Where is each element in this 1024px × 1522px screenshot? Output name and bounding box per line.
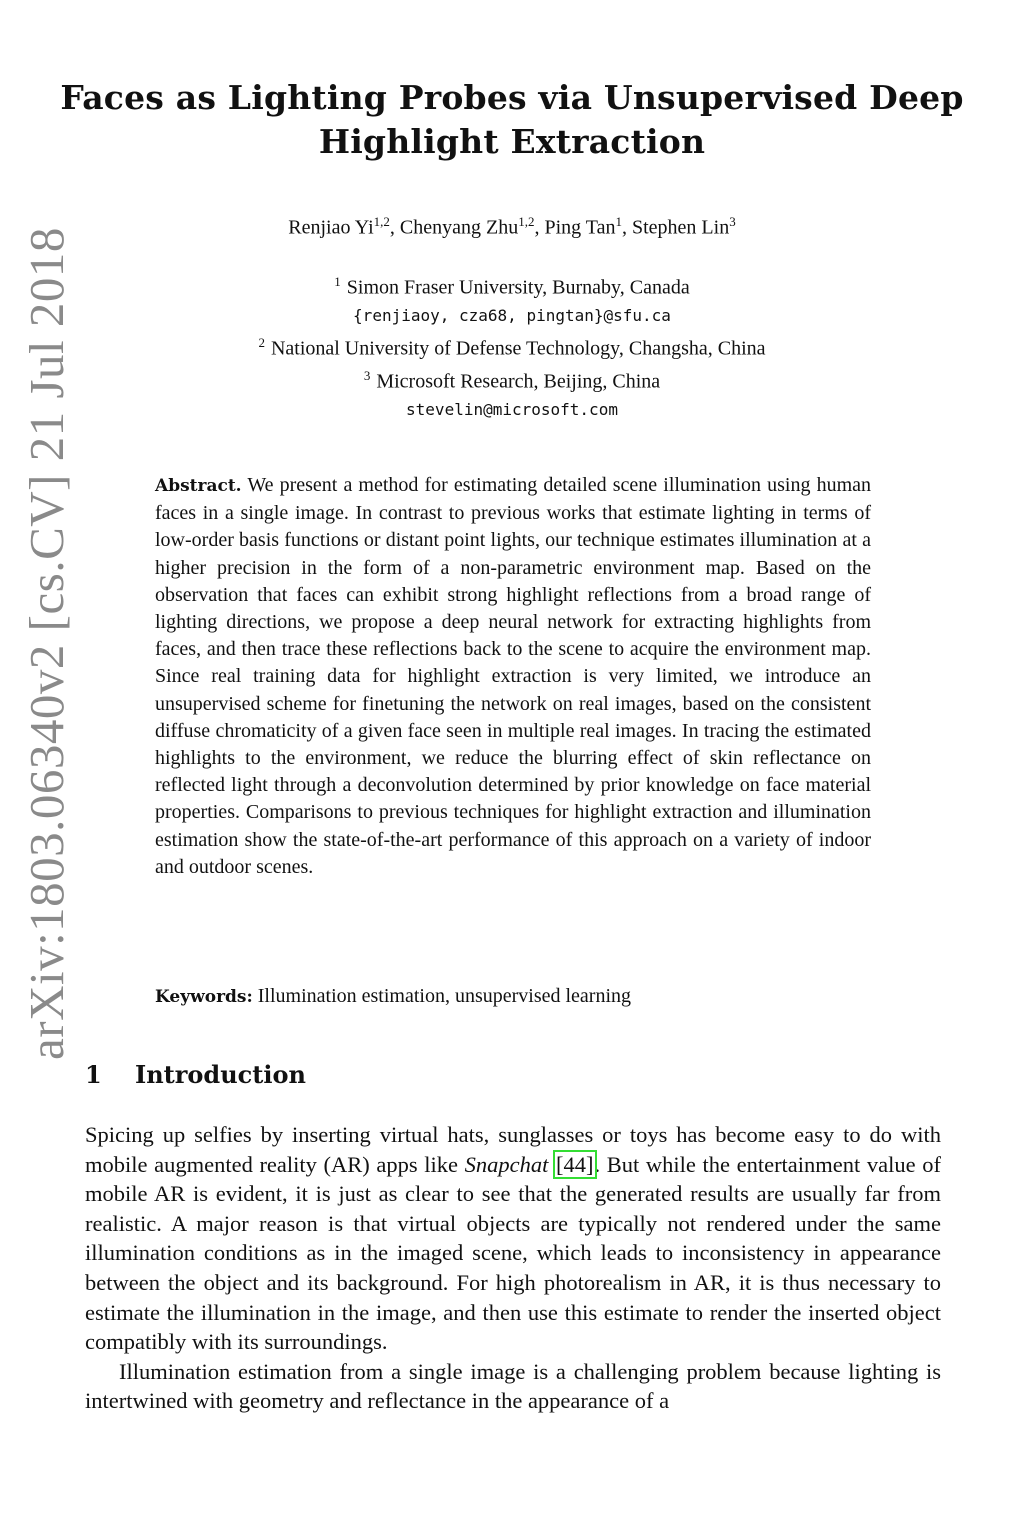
affiliation-line: $^1$ Simon Fraser University, Burnaby, Canada xyxy=(334,274,690,299)
citation-link[interactable]: [44] xyxy=(556,1151,594,1177)
author-affiliation-marker: 1,2 xyxy=(518,214,535,229)
abstract-text: We present a method for estimating detailed scene illumination using human faces in a single image. In contrast to previous works that estimate lighting in terms of low-order basis functions or distant point lights, our technique estimates illumination at a higher precision in the form of a non-parametric environment map. Based on the observation that faces can exhibit strong highlight reflections from a broad range of lighting directions, we propose a deep neural network for extracting highlights from faces, and then trace these reflections back to the scene to acquire the environment map. Since real training data for highlight extraction is very limited, we introduce an unsupervised scheme for finetuning the network on real images, based on the consistent diffuse chromaticity of a given face seen in multiple real images. In tracing the estimated highlights to the environment, we reduce the blurring effect of skin reflectance on reflected light through a deconvolution determined by prior knowledge on face material properties. Comparisons to previous techniques for highlight extraction and illumination estimation show the state-of-the-art performance of this approach on a variety of indoor and outdoor scenes. xyxy=(155,474,871,878)
abstract-label: Abstract. xyxy=(155,476,242,496)
section-heading xyxy=(85,1060,306,1089)
author-affiliation-marker: 1 xyxy=(615,214,622,229)
author-name: Chenyang Zhu xyxy=(399,216,519,239)
keywords xyxy=(155,985,871,1008)
email-line: stevelin@microsoft.com xyxy=(406,399,618,419)
introduction-body xyxy=(85,1120,941,1416)
paragraph: Spicing up selfies by inserting virtual hats, sunglasses or toys has become easy to do with mobile augmented reality (AR) apps like Snapchat [44]. But while the entertainment value of mobile AR is evident, it is just as clear to see that the generated results are usually far from realistic. A major reason is that virtual objects are typically not rendered under the same illumination conditions as in the imaged scene, which leads to inconsistency in appearance between the object and its background. For high photorealism in AR, it is thus necessary to estimate the illumination in the image, and then use this estimate to render the inserted object compatibly with its surroundings. xyxy=(85,1122,941,1355)
author-affiliation-marker: 3 xyxy=(729,214,736,229)
paper-title: Faces as Lighting Probes via Unsupervised Deep Highlight Extraction xyxy=(60,78,964,161)
affiliations xyxy=(60,268,964,423)
abstract xyxy=(155,472,871,881)
paragraph: Illumination estimation from a single image is a challenging problem because lighting is intertwined with geometry and reflectance in the appearance of a xyxy=(85,1358,941,1414)
section-title: Introduction xyxy=(135,1060,306,1089)
email-line: {renjiaoy, cza68, pingtan}@sfu.ca xyxy=(353,305,671,325)
keywords-label: Keywords: xyxy=(155,987,253,1007)
arxiv-identifier-stamp: arXiv:1803.06340v2 [cs.CV] 21 Jul 2018 xyxy=(19,227,74,1060)
affiliation-line: $^3$ Microsoft Research, Beijing, China xyxy=(363,368,661,393)
affiliation-line: $^2$ National University of Defense Technology, Changsha, China xyxy=(258,334,766,360)
author-name: Stephen Lin xyxy=(631,216,730,239)
keywords-text: Illumination estimation, unsupervised learning xyxy=(257,985,632,1007)
author-name: Renjiao Yi xyxy=(288,216,374,239)
app-name: Snapchat xyxy=(464,1151,549,1177)
author-affiliation-marker: 1,2 xyxy=(373,214,390,229)
author-name: Ping Tan xyxy=(544,216,616,239)
author-list: Renjiao Yi$^{1,2}$, Chenyang Zhu$^{1,2}$, Ping Tan$^1$, Stephen Lin$^3$ xyxy=(288,214,736,239)
section-number: 1 xyxy=(85,1060,102,1089)
